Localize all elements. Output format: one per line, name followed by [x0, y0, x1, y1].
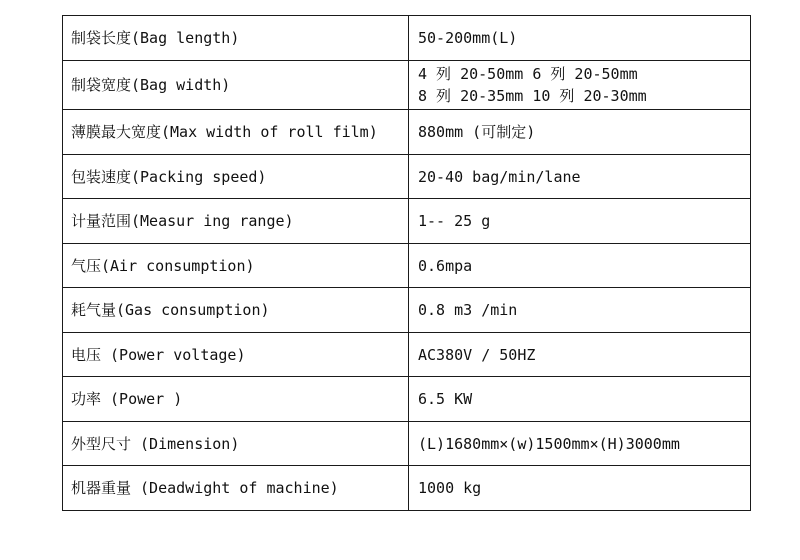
row-value	[409, 288, 751, 333]
table-row	[63, 199, 751, 244]
row-label: 耗气量(Gas consumption)	[63, 288, 409, 333]
row-label: 外型尺寸 (Dimension)	[63, 422, 409, 466]
row-value-line: AC380V / 50HZ	[418, 345, 536, 364]
row-value-line: 0.6mpa	[418, 256, 473, 275]
row-value	[409, 110, 751, 155]
row-label: 制袋长度(Bag length)	[63, 16, 409, 61]
table-row	[63, 422, 751, 466]
row-value-line: 1000 kg	[418, 479, 482, 497]
row-label: 功率 (Power )	[63, 377, 409, 422]
row-value	[409, 199, 751, 244]
row-value	[409, 244, 751, 288]
row-value	[409, 466, 751, 511]
row-value	[409, 377, 751, 422]
table-row	[63, 155, 751, 199]
row-value-line: 8 列 20-35mm 10 列 20-30mm	[418, 87, 647, 105]
table-row	[63, 16, 751, 61]
row-value	[409, 155, 751, 199]
row-value-line: 880mm (可制定)	[418, 123, 536, 141]
table-row	[63, 466, 751, 511]
table-row	[63, 377, 751, 422]
row-label: 机器重量 (Deadwight of machine)	[63, 466, 409, 511]
row-value-line: 1-- 25 g	[418, 212, 491, 230]
row-value-line: 4 列 20-50mm 6 列 20-50mm	[418, 65, 638, 83]
row-value	[409, 16, 751, 61]
row-value-line: 50-200mm(L)	[418, 29, 518, 47]
row-label: 制袋宽度(Bag width)	[63, 61, 409, 110]
row-value-line: 0.8 m3 /min	[418, 301, 518, 319]
table-row	[63, 333, 751, 377]
spec-table	[62, 15, 751, 511]
row-label: 包装速度(Packing speed)	[63, 155, 409, 199]
row-value-line: 20-40 bag/min/lane	[418, 167, 581, 186]
table-row	[63, 110, 751, 155]
row-label: 薄膜最大宽度(Max width of roll film)	[63, 110, 409, 155]
table-row	[63, 244, 751, 288]
table-row	[63, 61, 751, 110]
row-value	[409, 422, 751, 466]
row-label: 气压(Air consumption)	[63, 244, 409, 288]
row-label: 计量范围(Measur ing range)	[63, 199, 409, 244]
row-label: 电压 (Power voltage)	[63, 333, 409, 377]
table-row	[63, 288, 751, 333]
row-value	[409, 61, 751, 110]
row-value-line: 6.5 KW	[418, 390, 473, 408]
row-value-line: (L)1680mm×(w)1500mm×(H)3000mm	[418, 434, 680, 453]
row-value	[409, 333, 751, 377]
